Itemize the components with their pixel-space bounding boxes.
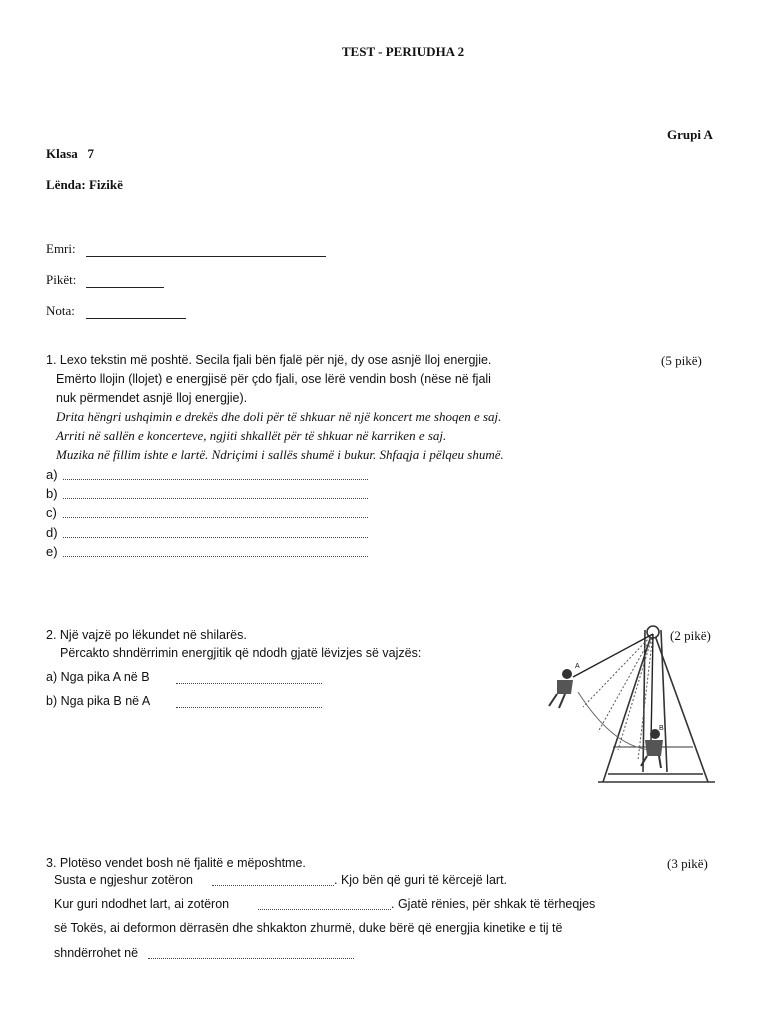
subject-label: Lënda: Fizikë (46, 177, 123, 192)
q2-prompt: 2. Një vajzë po lëkundet në shilarës. (46, 628, 247, 642)
q3-sentence-4: shndërrohet në (54, 946, 139, 960)
q3-points: (3 pikë) (667, 856, 708, 871)
q2-option-a: a) Nga pika A në B (46, 670, 150, 684)
q3-prompt: 3. Plotëso vendet bosh në fjalitë e mëposhtme. (46, 856, 306, 870)
q2-instruction: Përcakto shndërrimin energjitik që ndodh gjatë lëvizjes së vajzës: (60, 646, 422, 660)
q2-answer-b[interactable] (176, 707, 322, 708)
q1-answer-a[interactable] (63, 479, 368, 480)
point-a-label: A (575, 663, 580, 670)
q1-text-3: Muzika në fillim ishte e lartë. Ndriçimi i sallës shumë i bukur. Shfaqja i pëlqeu shumë. (56, 447, 504, 462)
grade-field[interactable] (86, 303, 186, 319)
page-title: TEST - PERIUDHA 2 (341, 44, 465, 59)
q2-points: (2 pikë) (670, 628, 711, 643)
points-field[interactable] (86, 272, 164, 288)
q1-option-b: b) (46, 486, 58, 501)
q1-option-c: c) (46, 505, 57, 520)
q1-option-a: a) (46, 467, 58, 482)
q3-blank-2[interactable] (258, 909, 391, 910)
class-label: Klasa 7 (46, 146, 95, 161)
q3-sentence-1a: Susta e ngjeshur zotëron (54, 873, 193, 887)
group-label: Grupi A (667, 127, 713, 142)
q1-prompt: 1. Lexo tekstin më poshtë. Secila fjali bën fjalë për një, dy ose asnjë lloj energjie. (46, 353, 492, 367)
point-b-label: B (659, 725, 664, 732)
points-label: Pikët: (46, 272, 77, 287)
q3-sentence-2a: Kur guri ndodhet lart, ai zotëron (54, 897, 230, 911)
q1-text-2: Arriti në sallën e koncerteve, ngjiti shkallët për të shkuar në karriken e saj. (56, 428, 447, 443)
q1-answer-c[interactable] (63, 517, 368, 518)
q1-answer-b[interactable] (63, 498, 368, 499)
q1-instruction-cont: nuk përmendet asnjë lloj energjie). (56, 391, 248, 405)
q2-option-b: b) Nga pika B në A (46, 694, 151, 708)
q3-sentence-3: së Tokës, ai deformon dërrasën dhe shkakton zhurmë, duke bërë që energjia kinetike e tij të (54, 921, 563, 935)
q1-points: (5 pikë) (661, 353, 702, 368)
grade-label: Nota: (46, 303, 75, 318)
q1-option-d: d) (46, 525, 58, 540)
name-field[interactable] (86, 241, 326, 257)
q3-sentence-2b: . Gjatë rënies, për shkak të tërheqjes (391, 897, 596, 911)
girl-at-a (549, 669, 573, 708)
swing-illustration (543, 622, 723, 788)
q3-blank-1[interactable] (212, 885, 334, 886)
q3-blank-3[interactable] (148, 958, 354, 959)
name-label: Emri: (46, 241, 76, 256)
q1-option-e: e) (46, 544, 58, 559)
q2-answer-a[interactable] (176, 683, 322, 684)
q1-instruction: Emërto llojin (llojet) e energjisë për çdo fjali, ose lërë vendin bosh (nëse në fjali (56, 372, 491, 386)
q3-sentence-1b: . Kjo bën që guri të kërcejë lart. (334, 873, 508, 887)
q1-answer-e[interactable] (63, 556, 368, 557)
q1-answer-d[interactable] (63, 537, 368, 538)
q1-text-1: Drita hëngri ushqimin e drekës dhe doli për të shkuar në një koncert me shoqen e saj. (56, 409, 502, 424)
